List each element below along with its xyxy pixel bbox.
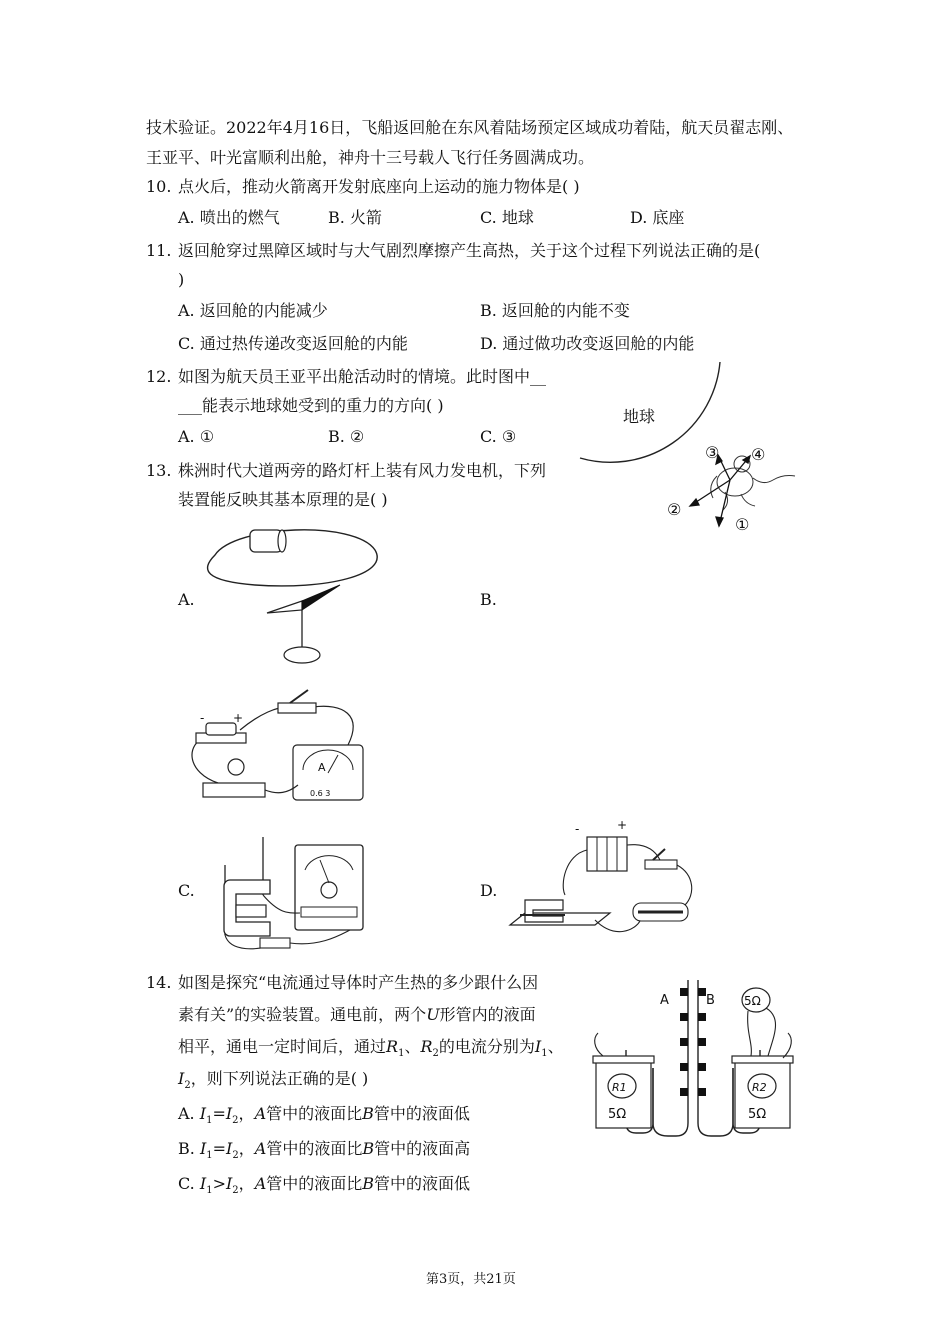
q14-option-b[interactable]: B. $I_1=I_2$，A管中的液面比B管中的液面高 (178, 1139, 471, 1162)
q14-stem-line-3: 相平，通电一定时间后，通过$R_1$、$R_2$的电流分别为$I_1$、 (178, 1037, 564, 1060)
needle-base (284, 647, 320, 663)
arrow-label-4: ④ (751, 445, 766, 464)
coil-end (278, 530, 286, 552)
q12-option-c[interactable]: C. ③ (480, 427, 517, 446)
battery-d-plus: + (617, 818, 628, 832)
arrow-label-2: ② (667, 500, 682, 519)
arrow-label-3: ③ (705, 443, 720, 462)
q14-option-a[interactable]: A. $I_1=I_2$，A管中的液面比B管中的液面低 (178, 1104, 470, 1127)
q10-option-c[interactable]: C. 地球 (480, 208, 534, 227)
wire-d-1 (563, 850, 587, 895)
needle-white-half (267, 601, 302, 613)
page-footer: 第3页，共21页 (426, 1272, 516, 1287)
switch-lever (290, 690, 308, 703)
wire-d-4 (595, 920, 640, 932)
q13-stem-line-1: 株洲时代大道两旁的路灯杆上装有风力发电机，下列 (178, 461, 547, 480)
wire-c-3 (290, 930, 350, 944)
intro-line-2: 王亚平、叶光富顺利出舱，神舟十三号载人飞行任务圆满成功。 (146, 148, 595, 167)
q14-stem-line-1: 如图是探究“电流通过导体时产生热的多少跟什么因 (178, 973, 539, 992)
q12-stem-line-2: ___能表示地球她受到的重力的方向( ) (178, 396, 444, 415)
light-bulb-icon (228, 759, 244, 775)
battery-minus: - (200, 711, 205, 725)
coil-loop (208, 530, 378, 586)
q12-option-b[interactable]: B. ② (328, 427, 365, 446)
q11-option-a[interactable]: A. 返回舱的内能减少 (178, 301, 328, 320)
ammeter-scale: 0.6 3 (310, 789, 331, 798)
q13-number: 13. (146, 461, 172, 480)
battery-d-minus: - (575, 822, 580, 836)
horseshoe-magnet-d (525, 900, 563, 922)
container-r1-lid (593, 1056, 654, 1063)
right-u-tube-b (698, 980, 733, 1136)
q13-option-d-figure[interactable] (505, 815, 705, 950)
astronaut-earth-figure (575, 360, 800, 540)
sliding-rod (236, 905, 266, 917)
battery-cell (206, 723, 236, 735)
q11-option-d[interactable]: D. 通过做功改变返回舱的内能 (480, 334, 695, 353)
r1-resistance: 5Ω (608, 1107, 627, 1122)
battery-plus: + (233, 711, 244, 725)
q13-option-b-label[interactable]: B. (480, 590, 497, 609)
tube-b-label: B (706, 993, 715, 1008)
q14-u-tube-figure (588, 978, 803, 1138)
q13-stem-line-2: 装置能反映其基本原理的是( ) (178, 490, 388, 509)
q14-option-c[interactable]: C. $I_1>I_2$，A管中的液面比B管中的液面低 (178, 1174, 471, 1197)
q14-stem-line-4: $I_2$，则下列说法正确的是( ) (178, 1069, 369, 1092)
r2-label: R2 (752, 1081, 767, 1094)
ammeter-label: A (318, 761, 326, 774)
q14-number: 14. (146, 973, 172, 992)
arrow-label-1: ① (735, 515, 750, 534)
bulb-base (203, 783, 265, 797)
coil-cylinder (250, 530, 282, 552)
needle-black-half (302, 585, 340, 610)
wire-d-3 (677, 865, 692, 905)
q11-option-b[interactable]: B. 返回舱的内能不变 (480, 301, 630, 320)
q13-option-c-label[interactable]: C. (178, 881, 195, 900)
external-wire-2 (766, 1008, 776, 1056)
q12-option-a[interactable]: A. ① (178, 427, 215, 446)
q13-option-d-label[interactable]: D. (480, 881, 498, 900)
lead-wire-right (783, 1033, 791, 1058)
q12-stem-line-1: 如图为航天员王亚平出舱活动时的情境。此时图中__ (178, 367, 547, 386)
q13-option-b-figure[interactable] (178, 685, 378, 810)
switch-base (278, 703, 316, 713)
q11-stem-line-1: 返回舱穿过黑障区域时与大气剧烈摩擦产生高热，关于这个过程下列说法正确的是( (178, 241, 761, 260)
arrow-2-head (690, 499, 699, 506)
wire-top-right (313, 706, 353, 745)
q11-stem-line-2: ) (178, 270, 185, 289)
astronaut-illustration (711, 456, 795, 510)
tube-a-label: A (660, 993, 669, 1008)
tube-markings (680, 988, 706, 1096)
q10-option-a[interactable]: A. 喷出的燃气 (178, 208, 280, 227)
r2-resistance: 5Ω (748, 1107, 767, 1122)
q14-stem-line-2: 素有关”的实验装置。通电前，两个U形管内的液面 (178, 1005, 536, 1024)
q10-option-b[interactable]: B. 火箭 (328, 208, 382, 227)
q12-number: 12. (146, 367, 172, 386)
switch-c (260, 938, 290, 948)
q10-stem: 点火后，推动火箭离开发射底座向上运动的施力物体是( ) (178, 177, 580, 196)
q10-number: 10. (146, 177, 172, 196)
q13-option-c-figure[interactable] (200, 835, 375, 960)
arrow-1-head (716, 517, 723, 526)
earth-label: 地球 (623, 407, 656, 426)
galvanometer-terminals (301, 907, 357, 917)
q13-option-a-label[interactable]: A. (178, 590, 195, 609)
switch-d (645, 860, 677, 869)
q11-number: 11. (146, 241, 172, 260)
lead-wire-left (595, 1033, 603, 1056)
q11-option-c[interactable]: C. 通过热传递改变返回舱的内能 (178, 334, 408, 353)
external-resistance: 5Ω (744, 994, 761, 1008)
external-wire-1 (748, 1011, 752, 1056)
q13-option-a-figure[interactable] (195, 515, 395, 670)
q10-option-d[interactable]: D. 底座 (630, 208, 685, 227)
galvanometer-knob (321, 882, 337, 898)
intro-line-1: 技术验证。2022年4月16日，飞船返回舱在东风着陆场预定区域成功着陆，航天员翟志刚、 (146, 118, 794, 137)
r1-label: R1 (612, 1081, 627, 1094)
left-u-tube-a (653, 980, 688, 1136)
